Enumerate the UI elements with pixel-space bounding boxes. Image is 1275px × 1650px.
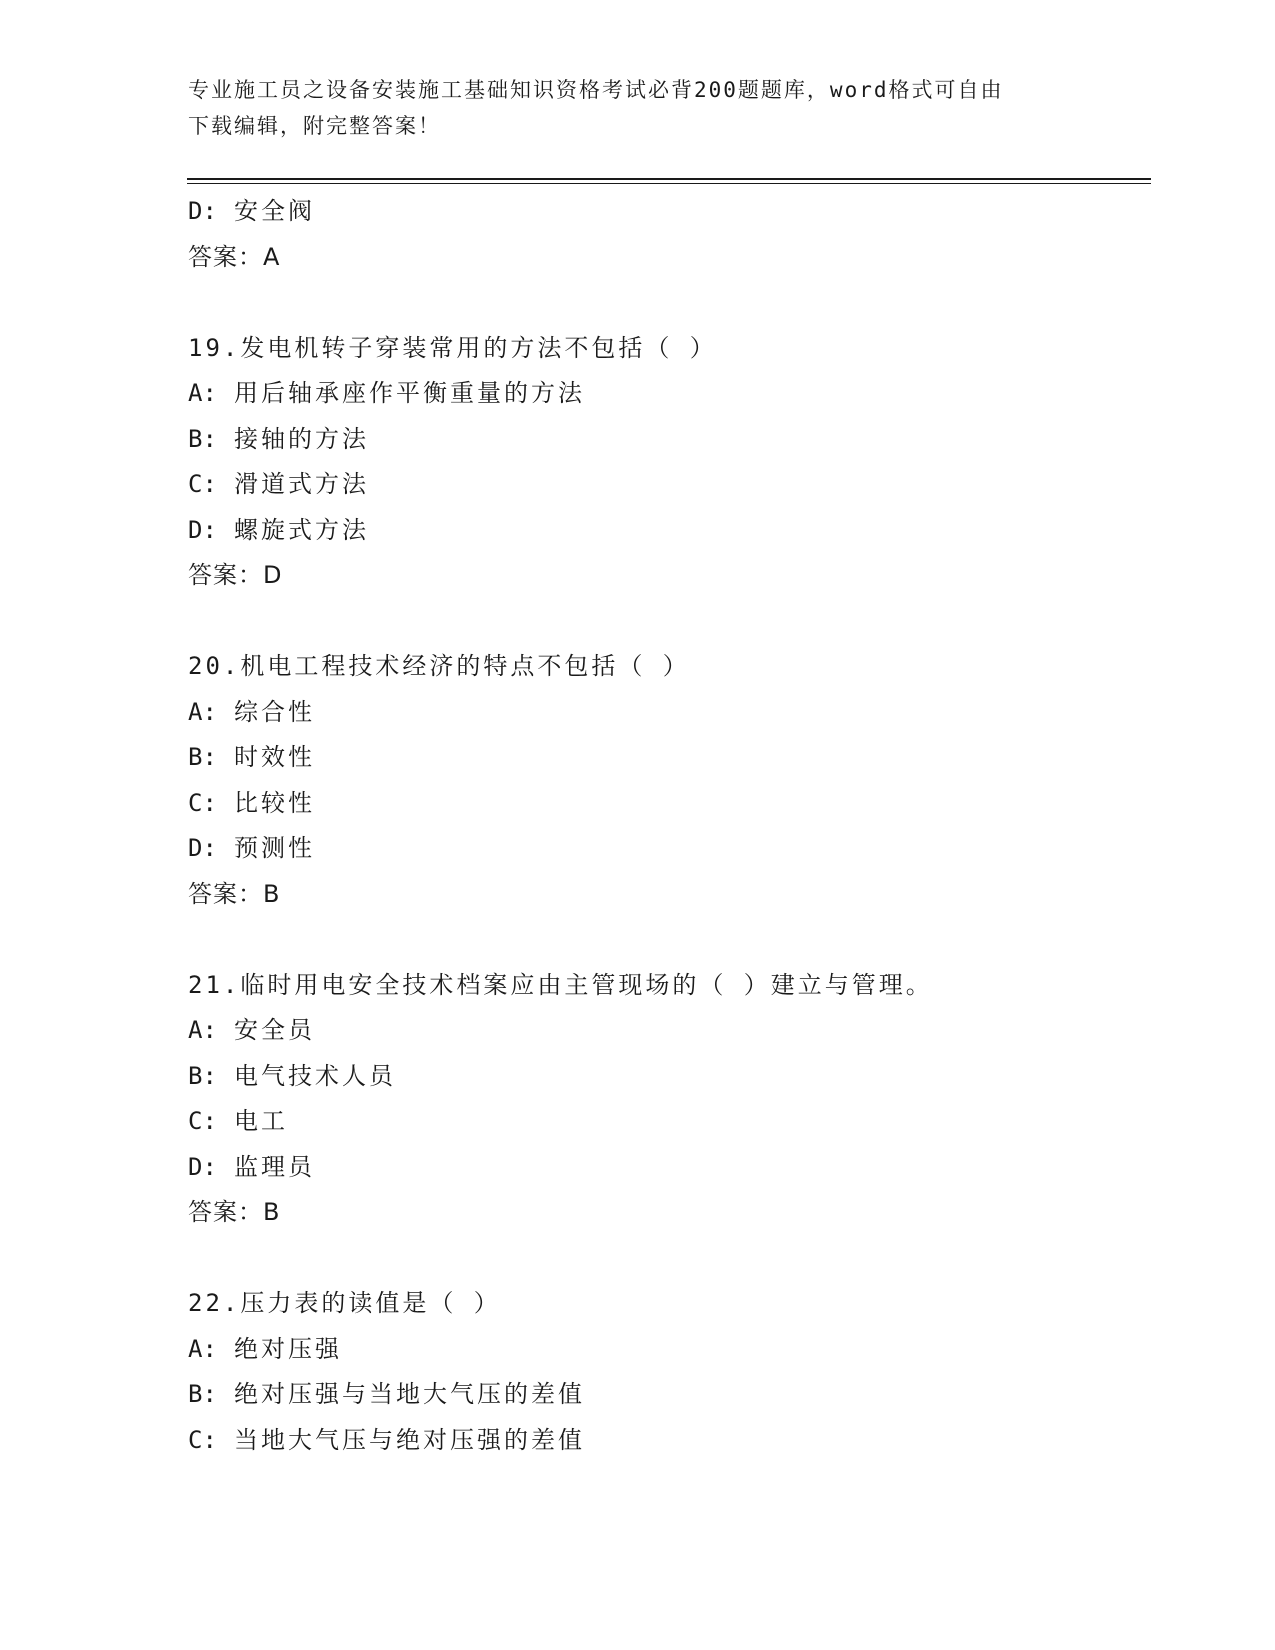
option-a <box>188 371 1148 417</box>
spacer <box>188 280 1148 326</box>
option-b <box>188 1372 1148 1418</box>
option-prefix: A: <box>188 1334 217 1363</box>
question-list <box>188 189 1148 1463</box>
question-block <box>188 326 1148 599</box>
option-d <box>188 189 1148 235</box>
option-a <box>188 1008 1148 1054</box>
option-text: 比较性 <box>234 788 315 817</box>
spacer <box>188 599 1148 645</box>
option-prefix: A: <box>188 697 217 726</box>
option-prefix: D: <box>188 1152 217 1181</box>
option-text: 滑道式方法 <box>234 470 369 498</box>
option-b <box>188 735 1148 781</box>
spacer <box>188 1236 1148 1282</box>
answer-line: 答案：B <box>188 879 281 908</box>
option-text: 安全阀 <box>234 197 315 225</box>
option-b <box>188 417 1148 463</box>
option-b <box>188 1054 1148 1100</box>
header-divider-thin <box>187 183 1151 184</box>
option-text: 螺旋式方法 <box>234 515 369 544</box>
option-text: 监理员 <box>234 1152 315 1181</box>
option-prefix: B: <box>188 1061 217 1090</box>
header-divider-thick <box>187 178 1151 180</box>
question-block <box>188 644 1148 917</box>
option-text: 用后轴承座作平衡重量的方法 <box>234 379 585 407</box>
option-prefix: C: <box>188 470 217 498</box>
question-stem: 22.压力表的读值是（ ） <box>188 1289 501 1317</box>
question-block <box>188 963 1148 1236</box>
option-prefix: D: <box>188 834 217 862</box>
option-text: 时效性 <box>234 743 315 771</box>
option-d <box>188 826 1148 872</box>
header-line-2: 下载编辑，附完整答案！ <box>188 114 441 138</box>
option-c <box>188 1099 1148 1145</box>
option-text: 绝对压强 <box>234 1334 342 1363</box>
option-text: 电气技术人员 <box>234 1061 396 1090</box>
option-text: 综合性 <box>234 697 315 726</box>
option-prefix: B: <box>188 424 217 453</box>
option-a <box>188 690 1148 736</box>
option-prefix: A: <box>188 1016 217 1044</box>
question-block <box>188 1281 1148 1463</box>
option-prefix: D: <box>188 197 217 225</box>
answer-line: 答案：B <box>188 1198 281 1226</box>
option-prefix: C: <box>188 1425 217 1454</box>
answer-line: 答案：D <box>188 561 283 589</box>
option-prefix: C: <box>188 788 217 817</box>
question-stem: 21.临时用电安全技术档案应由主管现场的（ ）建立与管理。 <box>188 970 933 999</box>
option-c <box>188 781 1148 827</box>
option-prefix: C: <box>188 1107 217 1135</box>
document-header <box>188 72 1078 144</box>
option-text: 电工 <box>234 1107 288 1135</box>
option-d <box>188 1145 1148 1191</box>
option-text: 绝对压强与当地大气压的差值 <box>234 1380 585 1408</box>
option-c <box>188 462 1148 508</box>
option-prefix: D: <box>188 515 217 544</box>
option-prefix: B: <box>188 1380 217 1408</box>
option-text: 安全员 <box>234 1016 315 1044</box>
option-prefix: A: <box>188 379 217 407</box>
option-d <box>188 508 1148 554</box>
option-a <box>188 1327 1148 1373</box>
option-text: 接轴的方法 <box>234 424 369 453</box>
option-text: 当地大气压与绝对压强的差值 <box>234 1425 585 1454</box>
option-text: 预测性 <box>234 834 315 862</box>
header-line-1: 专业施工员之设备安装施工基础知识资格考试必背200题题库，word格式可自由 <box>188 78 1004 102</box>
option-c <box>188 1418 1148 1464</box>
spacer <box>188 917 1148 963</box>
question-stem: 19.发电机转子穿装常用的方法不包括（ ） <box>188 333 717 362</box>
answer-line: 答案：A <box>188 242 281 271</box>
question-stem: 20.机电工程技术经济的特点不包括（ ） <box>188 652 690 680</box>
option-prefix: B: <box>188 743 217 771</box>
